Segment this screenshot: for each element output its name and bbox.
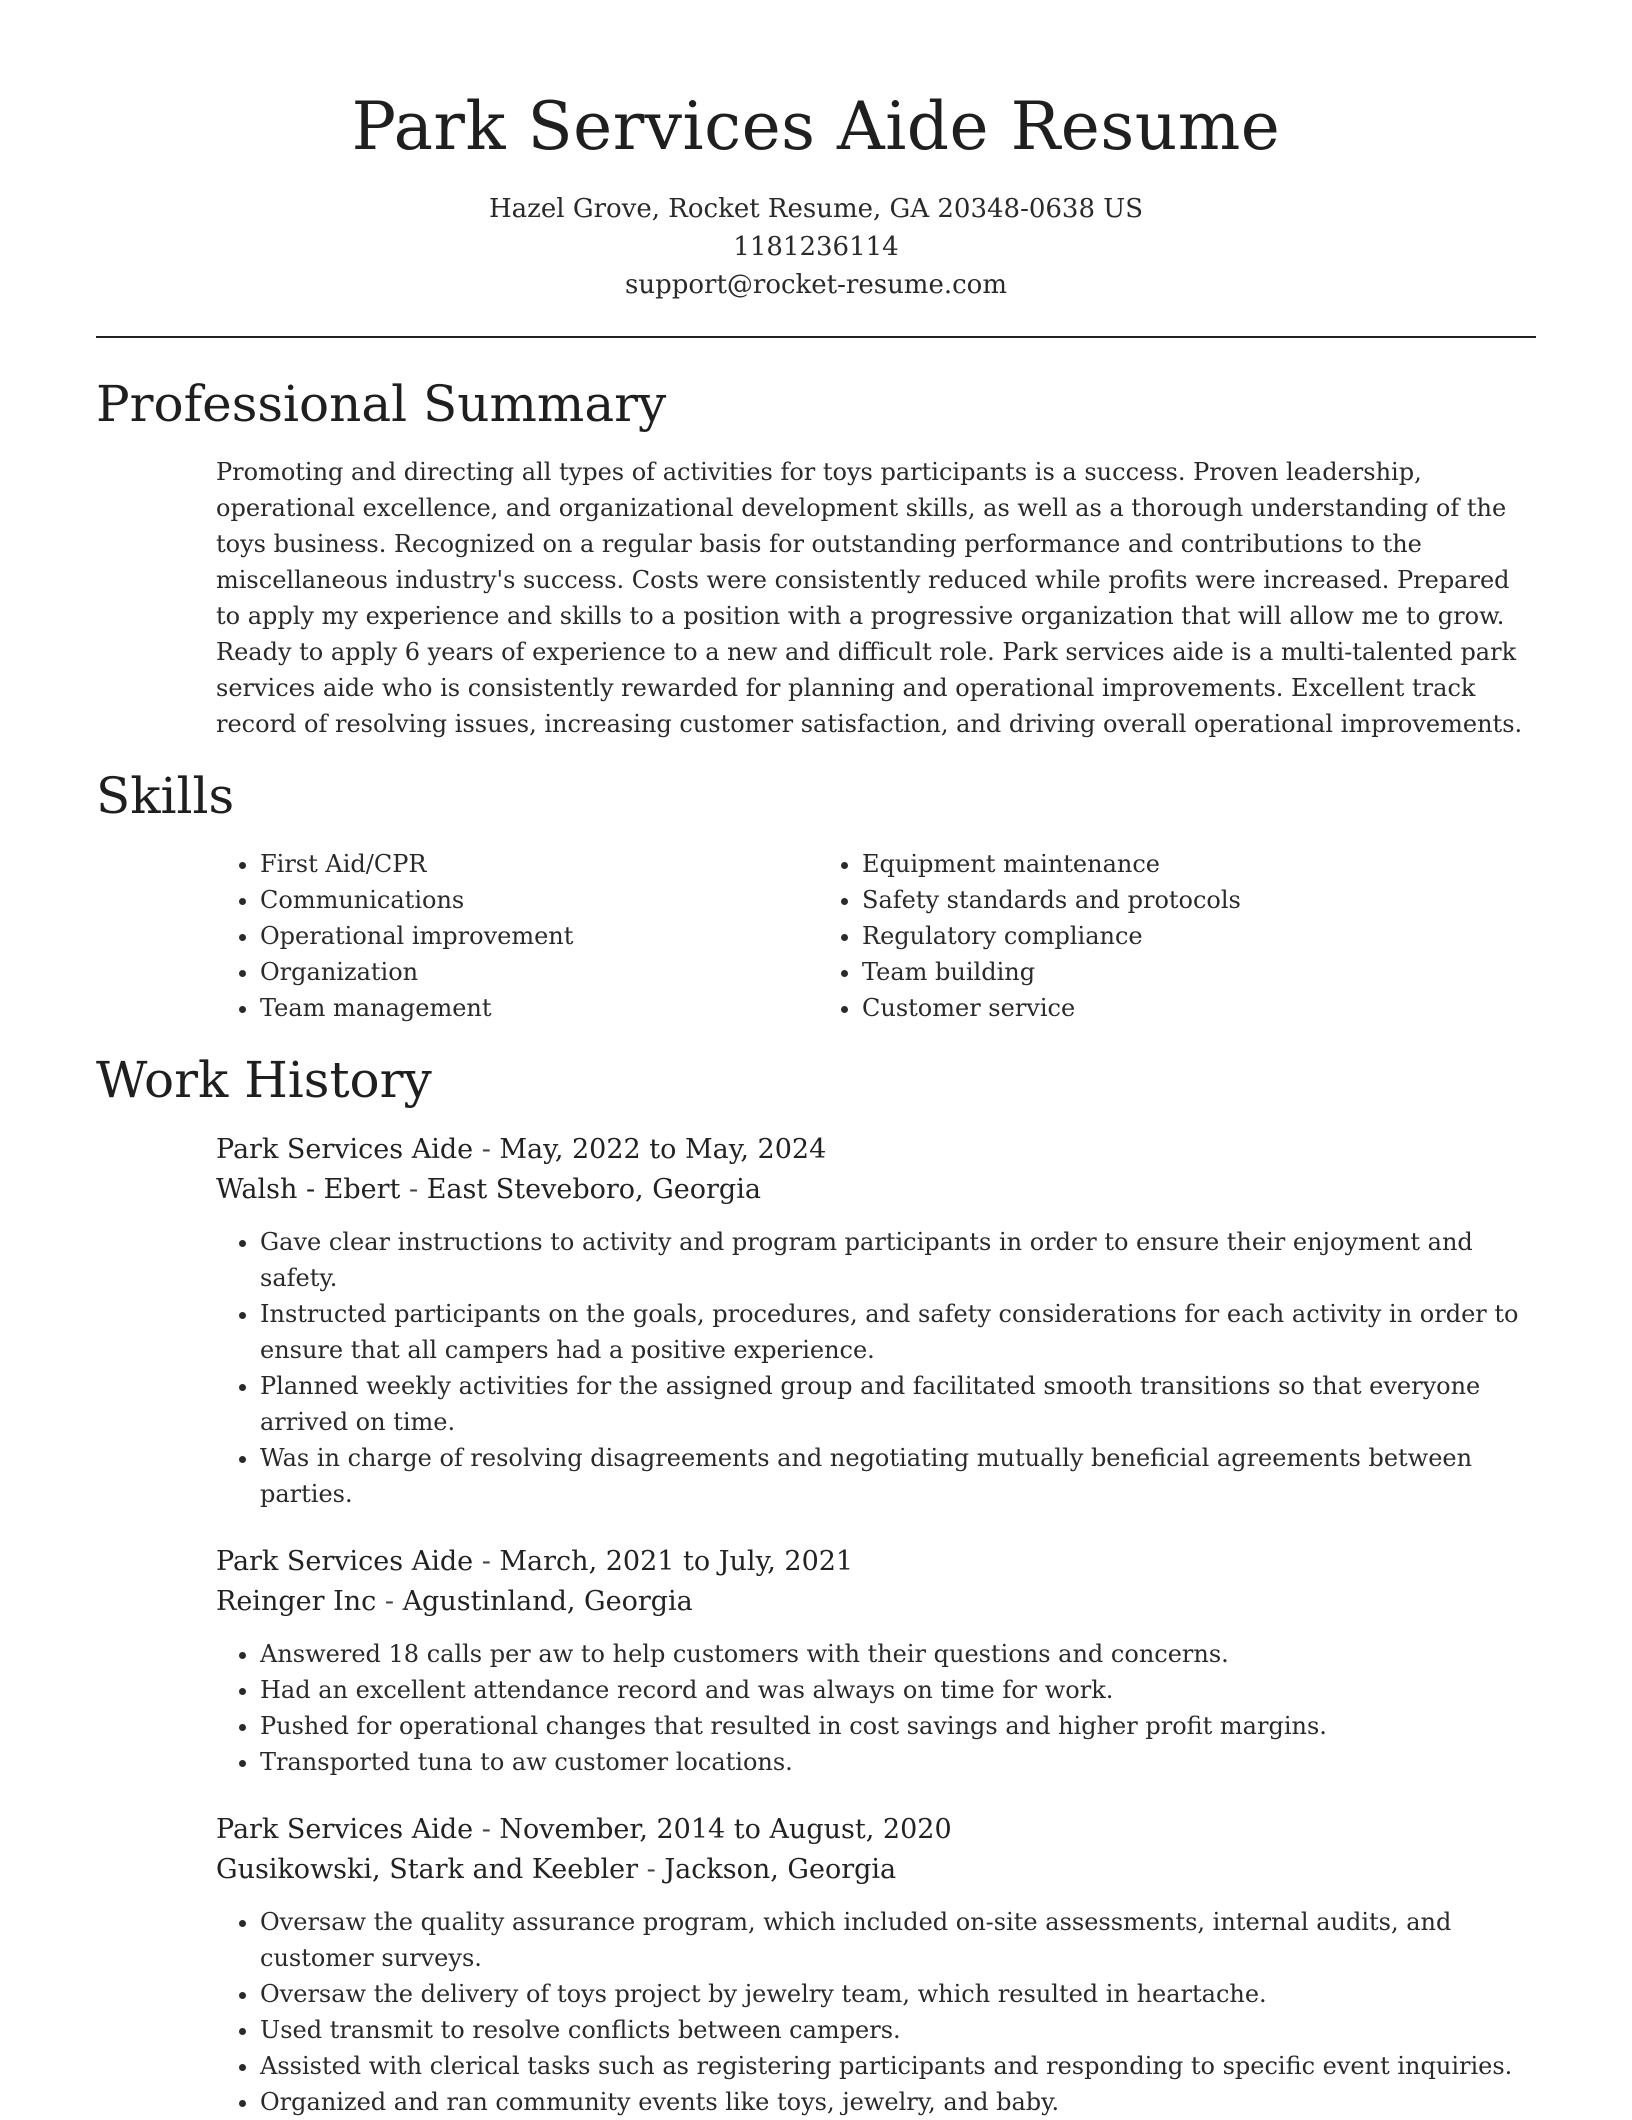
- contact-phone: 1181236114: [733, 232, 899, 262]
- summary-text: Promoting and directing all types of activities for toys participants is a success. Proven leadership, operational excellence, and organizational development skills, as well as a thorough understanding of the toys business. Recognized on a regular basis for outstanding performance and contributions to the miscellaneous industry's success. Costs were consistently reduced while profits were increased. Prepared to apply my experience and skills to a position with a progressive organization that will allow me to grow. Ready to apply 6 years of experience to a new and difficult role. Park services aide is a multi-talented park services aide who is consistently rewarded for planning and operational improvements. Excellent track record of resolving issues, increasing customer satisfaction, and driving overall operational improvements.: [216, 458, 1523, 738]
- skill-item: • Operational improvement: [260, 918, 822, 954]
- job-title-line: Park Services Aide - November, 2014 to August, 2020: [216, 1814, 952, 1845]
- skill-item: • Communications: [260, 882, 822, 918]
- job-dates: May, 2022 to May, 2024: [499, 1134, 827, 1165]
- job-bullets: [216, 1904, 1536, 2120]
- job-bullet: • Was in charge of resolving disagreements and negotiating mutually beneficial agreements between parties.: [260, 1440, 1536, 1512]
- skills-heading: Skills: [96, 767, 235, 825]
- job-company: Reinger Inc: [216, 1586, 377, 1617]
- job-title: Park Services Aide: [216, 1134, 474, 1165]
- skill-item: • Regulatory compliance: [862, 918, 1428, 954]
- job-entry: [216, 1130, 1536, 1512]
- skill-item: • Organization: [260, 954, 822, 990]
- skill-item: • Team building: [862, 954, 1428, 990]
- skills-column-left: [216, 846, 822, 1026]
- job-location: East Steveboro, Georgia: [426, 1174, 761, 1205]
- job-bullet: • Used transmit to resolve conflicts between campers.: [260, 2012, 1536, 2048]
- contact-email: support@rocket-resume.com: [624, 270, 1007, 300]
- job-entry: [216, 1810, 1536, 2120]
- contact-address: Hazel Grove, Rocket Resume, GA 20348-0638 US: [488, 194, 1144, 224]
- job-bullet: • Answered 18 calls per aw to help customers with their questions and concerns.: [260, 1636, 1536, 1672]
- skill-item: • Customer service: [862, 990, 1428, 1026]
- job-company-line: Reinger Inc - Agustinland, Georgia: [216, 1586, 693, 1617]
- job-bullets: [216, 1224, 1536, 1512]
- job-bullet: • Organized and ran community events like toys, jewelry, and baby.: [260, 2084, 1536, 2120]
- job-company-line: Walsh - Ebert - East Steveboro, Georgia: [216, 1174, 761, 1205]
- job-dates: November, 2014 to August, 2020: [499, 1814, 952, 1845]
- skill-item: • First Aid/CPR: [260, 846, 822, 882]
- skills-list: [216, 846, 1536, 1026]
- job-bullet: • Instructed participants on the goals, procedures, and safety considerations for each activity in order to ensure that all campers had a positive experience.: [260, 1296, 1536, 1368]
- job-title: Park Services Aide: [216, 1546, 474, 1577]
- skill-item: • Safety standards and protocols: [862, 882, 1428, 918]
- job-bullet: • Gave clear instructions to activity and program participants in order to ensure their enjoyment and safety.: [260, 1224, 1536, 1296]
- job-bullet: • Pushed for operational changes that resulted in cost savings and higher profit margins.: [260, 1708, 1536, 1744]
- skill-item: • Equipment maintenance: [862, 846, 1428, 882]
- job-bullets: [216, 1636, 1536, 1780]
- header-divider: [96, 336, 1536, 338]
- job-bullet: • Transported tuna to aw customer locations.: [260, 1744, 1536, 1780]
- skill-item: • Team management: [260, 990, 822, 1026]
- resume-page: [96, 0, 1536, 2120]
- job-bullet: • Oversaw the delivery of toys project by jewelry team, which resulted in heartache.: [260, 1976, 1536, 2012]
- job-title: Park Services Aide: [216, 1814, 474, 1845]
- job-bullet: • Planned weekly activities for the assigned group and facilitated smooth transitions so that everyone arrived on time.: [260, 1368, 1536, 1440]
- job-title-line: Park Services Aide - May, 2022 to May, 2024: [216, 1134, 827, 1165]
- resume-title: Park Services Aide Resume: [351, 88, 1281, 165]
- job-title-line: Park Services Aide - March, 2021 to July, 2021: [216, 1546, 854, 1577]
- job-company: Gusikowski, Stark and Keebler: [216, 1854, 639, 1885]
- job-bullet: • Assisted with clerical tasks such as registering participants and responding to specific event inquiries.: [260, 2048, 1536, 2084]
- job-location: Agustinland, Georgia: [402, 1586, 693, 1617]
- job-company-line: Gusikowski, Stark and Keebler - Jackson, Georgia: [216, 1854, 897, 1885]
- summary-heading: Professional Summary: [96, 375, 667, 433]
- job-bullet: • Oversaw the quality assurance program, which included on-site assessments, internal audits, and customer surveys.: [260, 1904, 1536, 1976]
- job-company: Walsh - Ebert: [216, 1174, 401, 1205]
- job-location: Jackson, Georgia: [664, 1854, 897, 1885]
- skills-column-right: [822, 846, 1428, 1026]
- job-dates: March, 2021 to July, 2021: [499, 1546, 854, 1577]
- job-entry: [216, 1542, 1536, 1780]
- job-bullet: • Had an excellent attendance record and was always on time for work.: [260, 1672, 1536, 1708]
- work-history-heading: Work History: [96, 1051, 432, 1109]
- contact-block: [96, 190, 1536, 304]
